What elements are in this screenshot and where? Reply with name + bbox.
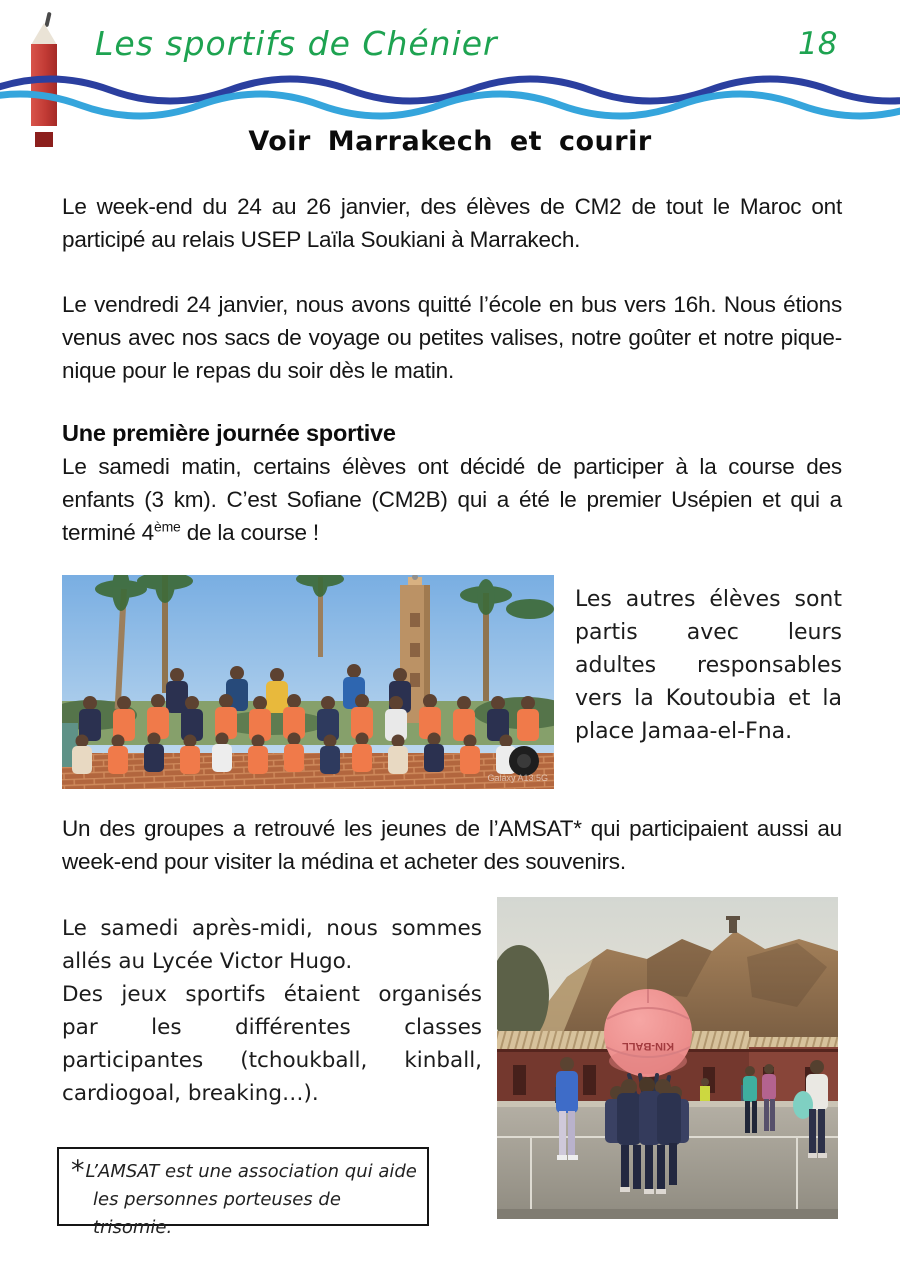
article-title: Voir Marrakech et courir <box>248 126 652 157</box>
wave-divider-icon <box>0 64 900 128</box>
footnote-line-2: les personnes porteuses de trisomie. <box>93 1189 341 1238</box>
newsletter-title: Les sportifs de Chénier <box>95 24 498 63</box>
paragraph-amsat: Un des groupes a retrouvé les jeunes de l’AMSAT* qui participaient aussi au week-end pour visiter la médina et acheter des souvenirs. <box>62 816 842 874</box>
photo-koutoubia-illustration <box>62 575 554 789</box>
paragraph-course: Le samedi matin, certains élèves ont décidé de participer à la course des enfants (3 km). C’est Sofiane (CM2B) qui a été le premier Usépien et qui a terminé 4ème de la course ! <box>62 454 842 545</box>
bottom-text-lycee: Le samedi après-midi, nous sommes allés au Lycée Victor Hugo. Des jeux sportifs étaient organisés par les différentes classes participantes (tchoukball, kinball, cardiogoal, breaking…). <box>62 916 482 1106</box>
footnote-line-1: *L’AMSAT est une association qui aide <box>71 1155 417 1186</box>
wheelchair-wheel <box>509 746 539 776</box>
asterisk: * <box>71 1155 85 1186</box>
photo-kinball-illustration <box>497 897 838 1219</box>
photo-watermark: Galaxy A13 5G <box>487 773 548 783</box>
kinball-ball <box>604 989 692 1077</box>
side-text-koutoubia: Les autres élèves sont partis avec leurs adultes responsables vers la Koutoubia et la place Jamaa-el-Fna. <box>575 587 842 744</box>
section-heading: Une première journée sportive <box>62 420 396 446</box>
photo-kinball-schoolyard <box>497 897 838 1219</box>
ordinal-superscript: ème <box>154 518 181 535</box>
paragraph-weekend: Le week-end du 24 au 26 janvier, des élèves de CM2 de tout le Maroc ont participé au relais USEP Laïla Soukiani à Marrakech. <box>62 194 842 252</box>
footnote-box <box>57 1147 429 1238</box>
photo-koutoubia-group <box>62 575 554 789</box>
ball-label: KIN-BALL <box>622 1040 674 1052</box>
paragraph-vendredi: Le vendredi 24 janvier, nous avons quitté l’école en bus vers 16h. Nous étions venus avec nos sacs de voyage ou petites valises, notre goûter et notre pique-nique pour le repas du soir dès le matin. <box>62 292 842 383</box>
greenery <box>62 697 554 745</box>
tiled-ground <box>62 753 554 789</box>
page-number: 18 <box>798 26 838 62</box>
